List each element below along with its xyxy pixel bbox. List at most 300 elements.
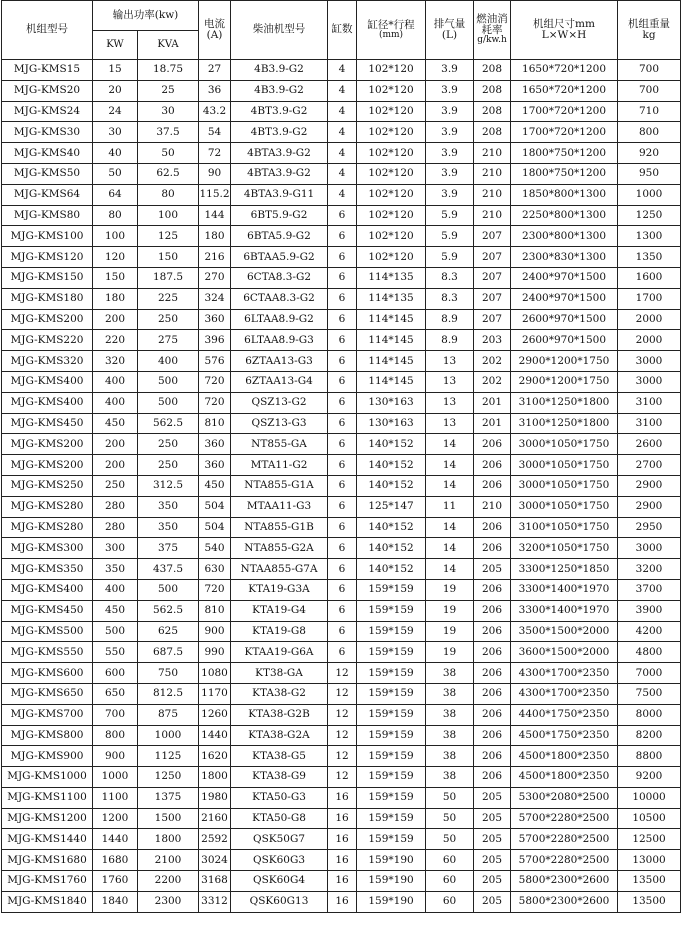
cell-dimensions: 3000*1050*1750 (511, 475, 618, 496)
cell-cylinders: 16 (328, 891, 357, 912)
cell-model: MJG-KMS350 (2, 559, 93, 580)
header-dimensions (511, 1, 618, 60)
cell-kva: 375 (138, 538, 199, 559)
cell-current: 576 (199, 351, 231, 372)
cell-fuel-consumption: 201 (474, 392, 511, 413)
cell-model: MJG-KMS1200 (2, 808, 93, 829)
cell-kw: 450 (93, 600, 138, 621)
cell-cylinders: 12 (328, 746, 357, 767)
cell-cylinders: 6 (328, 496, 357, 517)
cell-bore-stroke: 140*152 (357, 559, 426, 580)
cell-bore-stroke: 140*152 (357, 455, 426, 476)
cell-kw: 1200 (93, 808, 138, 829)
cell-kva: 562.5 (138, 600, 199, 621)
cell-model: MJG-KMS1100 (2, 787, 93, 808)
cell-kw: 350 (93, 559, 138, 580)
cell-model: MJG-KMS800 (2, 725, 93, 746)
cell-current: 115.2 (199, 184, 231, 205)
cell-cylinders: 6 (328, 267, 357, 288)
cell-dimensions: 3300*1400*1970 (511, 600, 618, 621)
cell-weight: 800 (618, 122, 681, 143)
cell-displacement: 3.9 (426, 101, 474, 122)
cell-cylinders: 6 (328, 600, 357, 621)
table-row (2, 309, 681, 330)
table-row (2, 205, 681, 226)
cell-kw: 550 (93, 642, 138, 663)
cell-model: MJG-KMS450 (2, 413, 93, 434)
cell-bore-stroke: 102*120 (357, 101, 426, 122)
cell-model: MJG-KMS64 (2, 184, 93, 205)
cell-bore-stroke: 159*159 (357, 787, 426, 808)
cell-fuel-consumption: 206 (474, 767, 511, 788)
cell-kva: 37.5 (138, 122, 199, 143)
cell-current: 504 (199, 517, 231, 538)
cell-cylinders: 12 (328, 725, 357, 746)
cell-fuel-consumption: 205 (474, 808, 511, 829)
table-row (2, 247, 681, 268)
cell-kva: 2200 (138, 871, 199, 892)
cell-kva: 812.5 (138, 683, 199, 704)
cell-cylinders: 4 (328, 122, 357, 143)
cell-dimensions: 5700*2280*2500 (511, 808, 618, 829)
cell-cylinders: 6 (328, 621, 357, 642)
cell-displacement: 14 (426, 517, 474, 538)
cell-fuel-consumption: 207 (474, 267, 511, 288)
header-bore-line2: (mm) (378, 29, 404, 40)
cell-kw: 220 (93, 330, 138, 351)
cell-model: MJG-KMS280 (2, 496, 93, 517)
cell-bore-stroke: 159*190 (357, 850, 426, 871)
cell-model: MJG-KMS280 (2, 517, 93, 538)
cell-fuel-consumption: 206 (474, 517, 511, 538)
cell-kva: 875 (138, 704, 199, 725)
cell-engine: 4BTA3.9-G2 (231, 143, 328, 164)
cell-weight: 8000 (618, 704, 681, 725)
cell-current: 360 (199, 455, 231, 476)
cell-engine: NTA855-G1A (231, 475, 328, 496)
cell-kva: 500 (138, 371, 199, 392)
table-row (2, 871, 681, 892)
cell-engine: KT38-GA (231, 663, 328, 684)
cell-kw: 150 (93, 267, 138, 288)
header-output-power: 输出功率(kw) (93, 1, 199, 31)
cell-kw: 700 (93, 704, 138, 725)
cell-displacement: 38 (426, 683, 474, 704)
cell-bore-stroke: 102*120 (357, 226, 426, 247)
cell-dimensions: 2400*970*1500 (511, 288, 618, 309)
cell-weight: 1250 (618, 205, 681, 226)
cell-model: MJG-KMS500 (2, 621, 93, 642)
cell-kw: 200 (93, 455, 138, 476)
cell-cylinders: 6 (328, 309, 357, 330)
cell-dimensions: 5800*2300*2600 (511, 871, 618, 892)
cell-weight: 3200 (618, 559, 681, 580)
cell-model: MJG-KMS30 (2, 122, 93, 143)
cell-weight: 1350 (618, 247, 681, 268)
cell-fuel-consumption: 210 (474, 184, 511, 205)
cell-kw: 300 (93, 538, 138, 559)
table-row (2, 829, 681, 850)
table-row (2, 143, 681, 164)
cell-bore-stroke: 102*120 (357, 122, 426, 143)
table-header (2, 1, 681, 60)
cell-weight: 1000 (618, 184, 681, 205)
cell-engine: KTA38-G2 (231, 683, 328, 704)
cell-model: MJG-KMS700 (2, 704, 93, 725)
cell-weight: 2700 (618, 455, 681, 476)
cell-fuel-consumption: 207 (474, 288, 511, 309)
cell-kw: 800 (93, 725, 138, 746)
cell-dimensions: 4500*1750*2350 (511, 725, 618, 746)
cell-kw: 64 (93, 184, 138, 205)
cell-weight: 7000 (618, 663, 681, 684)
cell-kva: 750 (138, 663, 199, 684)
cell-engine: QSZ13-G2 (231, 392, 328, 413)
cell-kw: 1680 (93, 850, 138, 871)
cell-model: MJG-KMS320 (2, 351, 93, 372)
cell-current: 1170 (199, 683, 231, 704)
cell-current: 180 (199, 226, 231, 247)
cell-engine: 6BT5.9-G2 (231, 205, 328, 226)
cell-displacement: 60 (426, 871, 474, 892)
cell-model: MJG-KMS50 (2, 163, 93, 184)
cell-kw: 24 (93, 101, 138, 122)
cell-current: 324 (199, 288, 231, 309)
table-row (2, 787, 681, 808)
cell-kw: 80 (93, 205, 138, 226)
cell-dimensions: 3300*1400*1970 (511, 579, 618, 600)
cell-displacement: 3.9 (426, 143, 474, 164)
cell-kva: 125 (138, 226, 199, 247)
cell-fuel-consumption: 208 (474, 60, 511, 81)
cell-model: MJG-KMS300 (2, 538, 93, 559)
header-weight-line1: 机组重量 (628, 17, 671, 30)
cell-weight: 2950 (618, 517, 681, 538)
cell-weight: 2000 (618, 309, 681, 330)
table-row (2, 538, 681, 559)
table-row (2, 663, 681, 684)
cell-kw: 200 (93, 309, 138, 330)
cell-bore-stroke: 114*145 (357, 351, 426, 372)
cell-engine: KTA19-G4 (231, 600, 328, 621)
cell-bore-stroke: 140*152 (357, 517, 426, 538)
cell-cylinders: 6 (328, 579, 357, 600)
cell-current: 1080 (199, 663, 231, 684)
cell-weight: 13500 (618, 871, 681, 892)
cell-engine: KTA19-G3A (231, 579, 328, 600)
cell-fuel-consumption: 202 (474, 371, 511, 392)
cell-fuel-consumption: 206 (474, 725, 511, 746)
cell-cylinders: 4 (328, 143, 357, 164)
cell-kva: 2100 (138, 850, 199, 871)
table-row (2, 392, 681, 413)
cell-cylinders: 6 (328, 413, 357, 434)
cell-cylinders: 16 (328, 850, 357, 871)
table-row (2, 517, 681, 538)
cell-weight: 920 (618, 143, 681, 164)
header-bore-stroke (357, 1, 426, 60)
cell-kva: 687.5 (138, 642, 199, 663)
header-current (199, 1, 231, 60)
cell-weight: 3000 (618, 371, 681, 392)
cell-displacement: 3.9 (426, 80, 474, 101)
cell-displacement: 14 (426, 559, 474, 580)
cell-current: 43.2 (199, 101, 231, 122)
cell-dimensions: 1650*720*1200 (511, 80, 618, 101)
cell-engine: 4BT3.9-G2 (231, 101, 328, 122)
cell-weight: 2600 (618, 434, 681, 455)
cell-dimensions: 2300*800*1300 (511, 226, 618, 247)
cell-kw: 200 (93, 434, 138, 455)
cell-current: 90 (199, 163, 231, 184)
cell-bore-stroke: 114*145 (357, 330, 426, 351)
header-kw: KW (93, 31, 138, 60)
cell-engine: 4B3.9-G2 (231, 60, 328, 81)
cell-dimensions: 3000*1050*1750 (511, 496, 618, 517)
cell-current: 2160 (199, 808, 231, 829)
cell-fuel-consumption: 210 (474, 143, 511, 164)
cell-kw: 320 (93, 351, 138, 372)
cell-model: MJG-KMS1840 (2, 891, 93, 912)
cell-fuel-consumption: 205 (474, 787, 511, 808)
cell-model: MJG-KMS1680 (2, 850, 93, 871)
cell-current: 360 (199, 309, 231, 330)
table-body (2, 60, 681, 913)
cell-kva: 1375 (138, 787, 199, 808)
cell-bore-stroke: 159*159 (357, 829, 426, 850)
cell-engine: NTAA855-G7A (231, 559, 328, 580)
cell-displacement: 8.3 (426, 288, 474, 309)
cell-dimensions: 1650*720*1200 (511, 60, 618, 81)
cell-model: MJG-KMS250 (2, 475, 93, 496)
cell-weight: 8200 (618, 725, 681, 746)
cell-kw: 1760 (93, 871, 138, 892)
cell-fuel-consumption: 203 (474, 330, 511, 351)
cell-kva: 250 (138, 309, 199, 330)
cell-kva: 80 (138, 184, 199, 205)
cell-dimensions: 5300*2080*2500 (511, 787, 618, 808)
cell-cylinders: 6 (328, 392, 357, 413)
cell-weight: 3900 (618, 600, 681, 621)
cell-cylinders: 6 (328, 455, 357, 476)
cell-bore-stroke: 114*145 (357, 371, 426, 392)
cell-engine: 4BT3.9-G2 (231, 122, 328, 143)
cell-dimensions: 3600*1500*2000 (511, 642, 618, 663)
cell-kw: 1440 (93, 829, 138, 850)
cell-displacement: 14 (426, 455, 474, 476)
table-row (2, 600, 681, 621)
cell-engine: 4B3.9-G2 (231, 80, 328, 101)
cell-dimensions: 2600*970*1500 (511, 309, 618, 330)
table-row (2, 288, 681, 309)
cell-kva: 625 (138, 621, 199, 642)
cell-displacement: 38 (426, 746, 474, 767)
cell-displacement: 13 (426, 392, 474, 413)
cell-kva: 250 (138, 455, 199, 476)
header-weight-line2: kg (642, 29, 656, 41)
header-fuel-consumption (474, 1, 511, 60)
cell-engine: KTA19-G8 (231, 621, 328, 642)
table-row (2, 80, 681, 101)
cell-engine: QSK60G3 (231, 850, 328, 871)
cell-dimensions: 3100*1250*1800 (511, 392, 618, 413)
cell-weight: 710 (618, 101, 681, 122)
cell-model: MJG-KMS200 (2, 309, 93, 330)
cell-displacement: 50 (426, 808, 474, 829)
cell-cylinders: 6 (328, 642, 357, 663)
cell-kva: 150 (138, 247, 199, 268)
cell-weight: 3100 (618, 392, 681, 413)
cell-dimensions: 1700*720*1200 (511, 122, 618, 143)
cell-weight: 12500 (618, 829, 681, 850)
cell-kw: 900 (93, 746, 138, 767)
cell-bore-stroke: 102*120 (357, 205, 426, 226)
header-cylinders: 缸数 (328, 1, 357, 60)
cell-displacement: 38 (426, 767, 474, 788)
cell-kw: 30 (93, 122, 138, 143)
cell-kw: 400 (93, 392, 138, 413)
table-row (2, 163, 681, 184)
cell-current: 1440 (199, 725, 231, 746)
cell-displacement: 8.9 (426, 330, 474, 351)
table-row (2, 101, 681, 122)
cell-kw: 15 (93, 60, 138, 81)
cell-kw: 450 (93, 413, 138, 434)
cell-fuel-consumption: 210 (474, 496, 511, 517)
cell-model: MJG-KMS1000 (2, 767, 93, 788)
table-row (2, 371, 681, 392)
cell-fuel-consumption: 208 (474, 80, 511, 101)
cell-cylinders: 12 (328, 683, 357, 704)
header-weight (618, 1, 681, 60)
table-row (2, 184, 681, 205)
table-row (2, 704, 681, 725)
cell-kva: 500 (138, 579, 199, 600)
cell-model: MJG-KMS100 (2, 226, 93, 247)
table-row (2, 725, 681, 746)
header-fuel-line3: g/kw.h (477, 35, 507, 46)
cell-weight: 10000 (618, 787, 681, 808)
cell-cylinders: 12 (328, 663, 357, 684)
cell-bore-stroke: 159*159 (357, 746, 426, 767)
cell-fuel-consumption: 206 (474, 455, 511, 476)
cell-bore-stroke: 159*190 (357, 891, 426, 912)
cell-dimensions: 2300*830*1300 (511, 247, 618, 268)
cell-model: MJG-KMS120 (2, 247, 93, 268)
cell-bore-stroke: 102*120 (357, 247, 426, 268)
cell-cylinders: 6 (328, 434, 357, 455)
cell-cylinders: 4 (328, 184, 357, 205)
cell-bore-stroke: 159*159 (357, 579, 426, 600)
cell-displacement: 50 (426, 787, 474, 808)
cell-model: MJG-KMS1760 (2, 871, 93, 892)
cell-cylinders: 6 (328, 371, 357, 392)
cell-current: 990 (199, 642, 231, 663)
cell-weight: 3100 (618, 413, 681, 434)
cell-kw: 1000 (93, 767, 138, 788)
cell-fuel-consumption: 208 (474, 122, 511, 143)
cell-bore-stroke: 102*120 (357, 184, 426, 205)
cell-weight: 4800 (618, 642, 681, 663)
table-row (2, 621, 681, 642)
cell-bore-stroke: 159*159 (357, 704, 426, 725)
cell-fuel-consumption: 202 (474, 351, 511, 372)
cell-bore-stroke: 140*152 (357, 538, 426, 559)
cell-weight: 13500 (618, 891, 681, 912)
cell-engine: 6BTA5.9-G2 (231, 226, 328, 247)
cell-dimensions: 5700*2280*2500 (511, 850, 618, 871)
cell-bore-stroke: 130*163 (357, 413, 426, 434)
cell-displacement: 38 (426, 663, 474, 684)
cell-weight: 1700 (618, 288, 681, 309)
cell-weight: 950 (618, 163, 681, 184)
cell-dimensions: 4300*1700*2350 (511, 663, 618, 684)
cell-kva: 1500 (138, 808, 199, 829)
cell-kva: 1000 (138, 725, 199, 746)
cell-fuel-consumption: 205 (474, 871, 511, 892)
cell-kw: 1100 (93, 787, 138, 808)
cell-fuel-consumption: 206 (474, 434, 511, 455)
cell-displacement: 50 (426, 829, 474, 850)
header-displacement-line2: (L) (441, 29, 458, 41)
cell-engine: KTA38-G9 (231, 767, 328, 788)
cell-current: 504 (199, 496, 231, 517)
cell-kva: 350 (138, 517, 199, 538)
cell-current: 144 (199, 205, 231, 226)
cell-engine: QSK60G4 (231, 871, 328, 892)
cell-displacement: 14 (426, 538, 474, 559)
cell-displacement: 19 (426, 621, 474, 642)
cell-fuel-consumption: 206 (474, 683, 511, 704)
cell-dimensions: 2250*800*1300 (511, 205, 618, 226)
cell-engine: KTA50-G8 (231, 808, 328, 829)
cell-weight: 4200 (618, 621, 681, 642)
table-row (2, 579, 681, 600)
cell-cylinders: 6 (328, 288, 357, 309)
cell-bore-stroke: 159*159 (357, 767, 426, 788)
cell-cylinders: 6 (328, 205, 357, 226)
cell-dimensions: 1850*800*1300 (511, 184, 618, 205)
cell-engine: NTA855-G1B (231, 517, 328, 538)
cell-dimensions: 3100*1050*1750 (511, 517, 618, 538)
cell-kva: 250 (138, 434, 199, 455)
cell-engine: QSK50G7 (231, 829, 328, 850)
cell-model: MJG-KMS220 (2, 330, 93, 351)
cell-dimensions: 4400*1750*2350 (511, 704, 618, 725)
cell-fuel-consumption: 201 (474, 413, 511, 434)
cell-weight: 3000 (618, 538, 681, 559)
cell-engine: 6CTA8.3-G2 (231, 267, 328, 288)
header-displacement (426, 1, 474, 60)
cell-engine: 6CTAA8.3-G2 (231, 288, 328, 309)
cell-current: 396 (199, 330, 231, 351)
cell-fuel-consumption: 206 (474, 663, 511, 684)
cell-dimensions: 2600*970*1500 (511, 330, 618, 351)
cell-fuel-consumption: 206 (474, 642, 511, 663)
cell-cylinders: 12 (328, 767, 357, 788)
cell-dimensions: 3200*1050*1750 (511, 538, 618, 559)
cell-displacement: 3.9 (426, 60, 474, 81)
cell-engine: KTAA19-G6A (231, 642, 328, 663)
header-current-line2: (A) (206, 29, 223, 41)
table-row (2, 808, 681, 829)
cell-kva: 2300 (138, 891, 199, 912)
cell-kva: 500 (138, 392, 199, 413)
cell-engine: 6ZTAA13-G4 (231, 371, 328, 392)
table-row (2, 226, 681, 247)
table-row (2, 122, 681, 143)
cell-current: 720 (199, 579, 231, 600)
